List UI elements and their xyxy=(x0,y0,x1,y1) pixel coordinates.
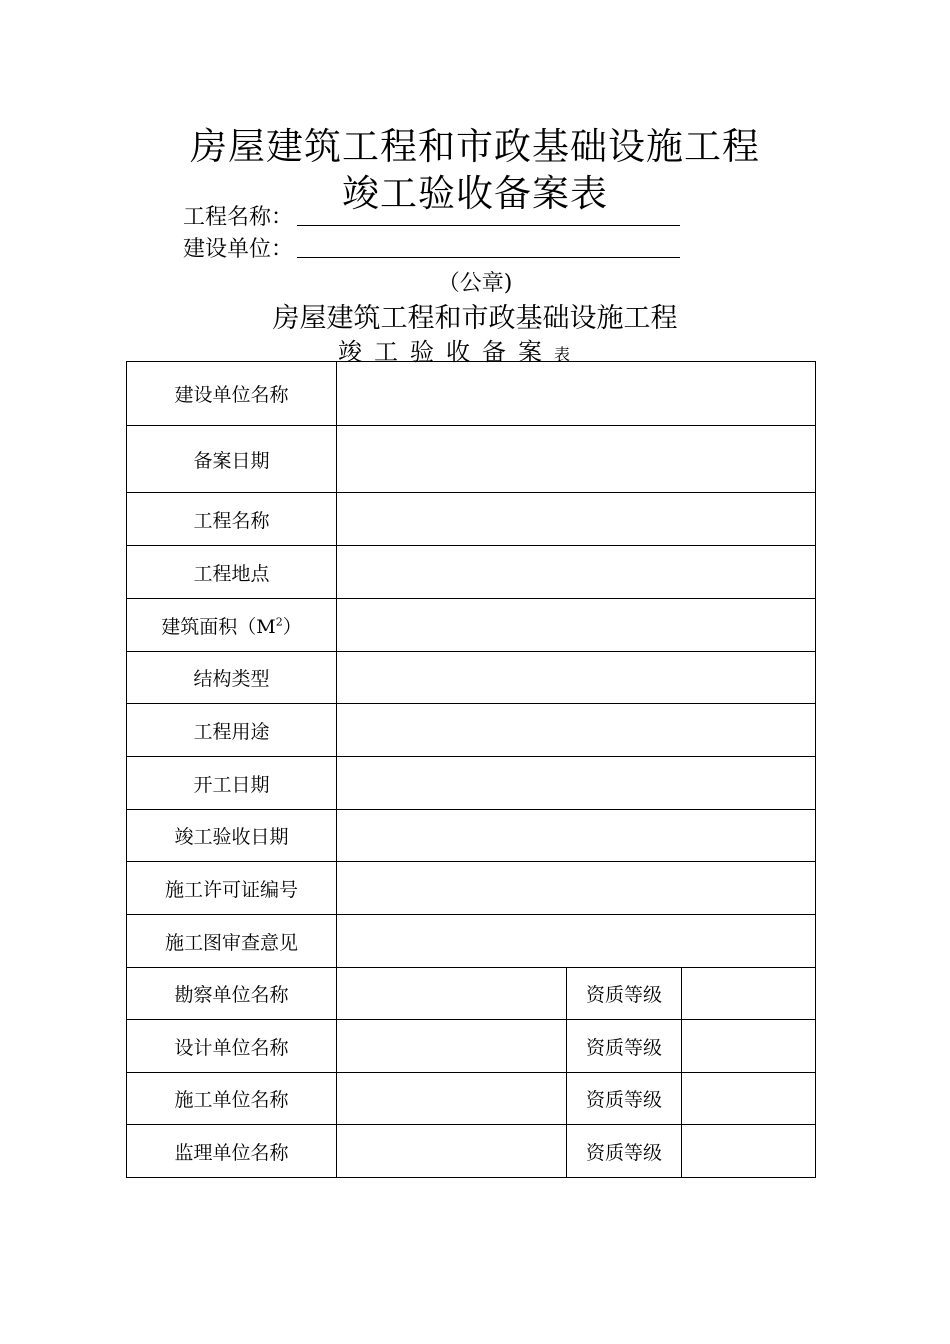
form-subtitle-main: 竣工验收备案 xyxy=(338,338,554,366)
row-label: 开工日期 xyxy=(127,757,337,810)
official-seal-label: （公章) xyxy=(437,271,513,296)
project-name-blank[interactable] xyxy=(297,203,680,226)
row-label: 施工许可证编号 xyxy=(127,862,337,915)
value-cell[interactable] xyxy=(337,546,816,599)
value-cell[interactable] xyxy=(337,915,816,968)
table-row xyxy=(127,1125,816,1178)
value-cell[interactable] xyxy=(337,757,816,810)
area-label: 建筑面积（M xyxy=(161,615,276,638)
area-unit-exponent: 2 xyxy=(275,615,283,629)
project-name-label: 工程名称： xyxy=(183,205,294,230)
table-row xyxy=(127,915,816,968)
builder-field[interactable] xyxy=(183,235,680,265)
document-title: 房屋建筑工程和市政基础设施工程 xyxy=(190,125,760,168)
qualification-label: 资质等级 xyxy=(567,1125,682,1178)
qualification-value-cell[interactable] xyxy=(682,968,816,1020)
table-row xyxy=(127,810,816,862)
row-label: 施工单位名称 xyxy=(127,1073,337,1125)
value-cell[interactable] xyxy=(337,652,816,704)
table-row xyxy=(127,1073,816,1125)
row-label: 备案日期 xyxy=(127,426,337,493)
qualification-label: 资质等级 xyxy=(567,968,682,1020)
value-cell[interactable] xyxy=(337,599,816,652)
value-cell[interactable] xyxy=(337,362,816,426)
qualification-value-cell[interactable] xyxy=(682,1073,816,1125)
builder-label: 建设单位： xyxy=(183,237,294,262)
row-label: 勘察单位名称 xyxy=(127,968,337,1020)
table-row xyxy=(127,862,816,915)
table-row xyxy=(127,362,816,426)
row-label: 设计单位名称 xyxy=(127,1020,337,1073)
row-label: 工程用途 xyxy=(127,704,337,757)
row-label: 监理单位名称 xyxy=(127,1125,337,1178)
table-row xyxy=(127,599,816,652)
qualification-value-cell[interactable] xyxy=(682,1020,816,1073)
value-cell[interactable] xyxy=(337,1020,567,1073)
table-row xyxy=(127,652,816,704)
value-cell[interactable] xyxy=(337,810,816,862)
table-row xyxy=(127,493,816,546)
row-label xyxy=(127,599,337,652)
row-label: 结构类型 xyxy=(127,652,337,704)
form-subtitle-suffix: 表 xyxy=(554,345,571,364)
table-row xyxy=(127,968,816,1020)
value-cell[interactable] xyxy=(337,862,816,915)
row-label: 工程地点 xyxy=(127,546,337,599)
qualification-value-cell[interactable] xyxy=(682,1125,816,1178)
record-form-table xyxy=(126,361,816,1178)
table-row xyxy=(127,1020,816,1073)
project-name-field[interactable] xyxy=(183,203,680,233)
value-cell[interactable] xyxy=(337,968,567,1020)
form-subtitle: 房屋建筑工程和市政基础设施工程 xyxy=(272,303,678,334)
table-row xyxy=(127,426,816,493)
row-label: 工程名称 xyxy=(127,493,337,546)
table-row xyxy=(127,704,816,757)
value-cell[interactable] xyxy=(337,704,816,757)
row-label: 竣工验收日期 xyxy=(127,810,337,862)
qualification-label: 资质等级 xyxy=(567,1020,682,1073)
value-cell[interactable] xyxy=(337,426,816,493)
area-label-close: ） xyxy=(282,615,302,638)
table-row xyxy=(127,757,816,810)
value-cell[interactable] xyxy=(337,1073,567,1125)
row-label: 施工图审查意见 xyxy=(127,915,337,968)
builder-blank[interactable] xyxy=(297,235,680,258)
document-title-line2: 竣工验收备案表 xyxy=(342,172,608,215)
table-row xyxy=(127,546,816,599)
value-cell[interactable] xyxy=(337,493,816,546)
value-cell[interactable] xyxy=(337,1125,567,1178)
row-label: 建设单位名称 xyxy=(127,362,337,426)
qualification-label: 资质等级 xyxy=(567,1073,682,1125)
